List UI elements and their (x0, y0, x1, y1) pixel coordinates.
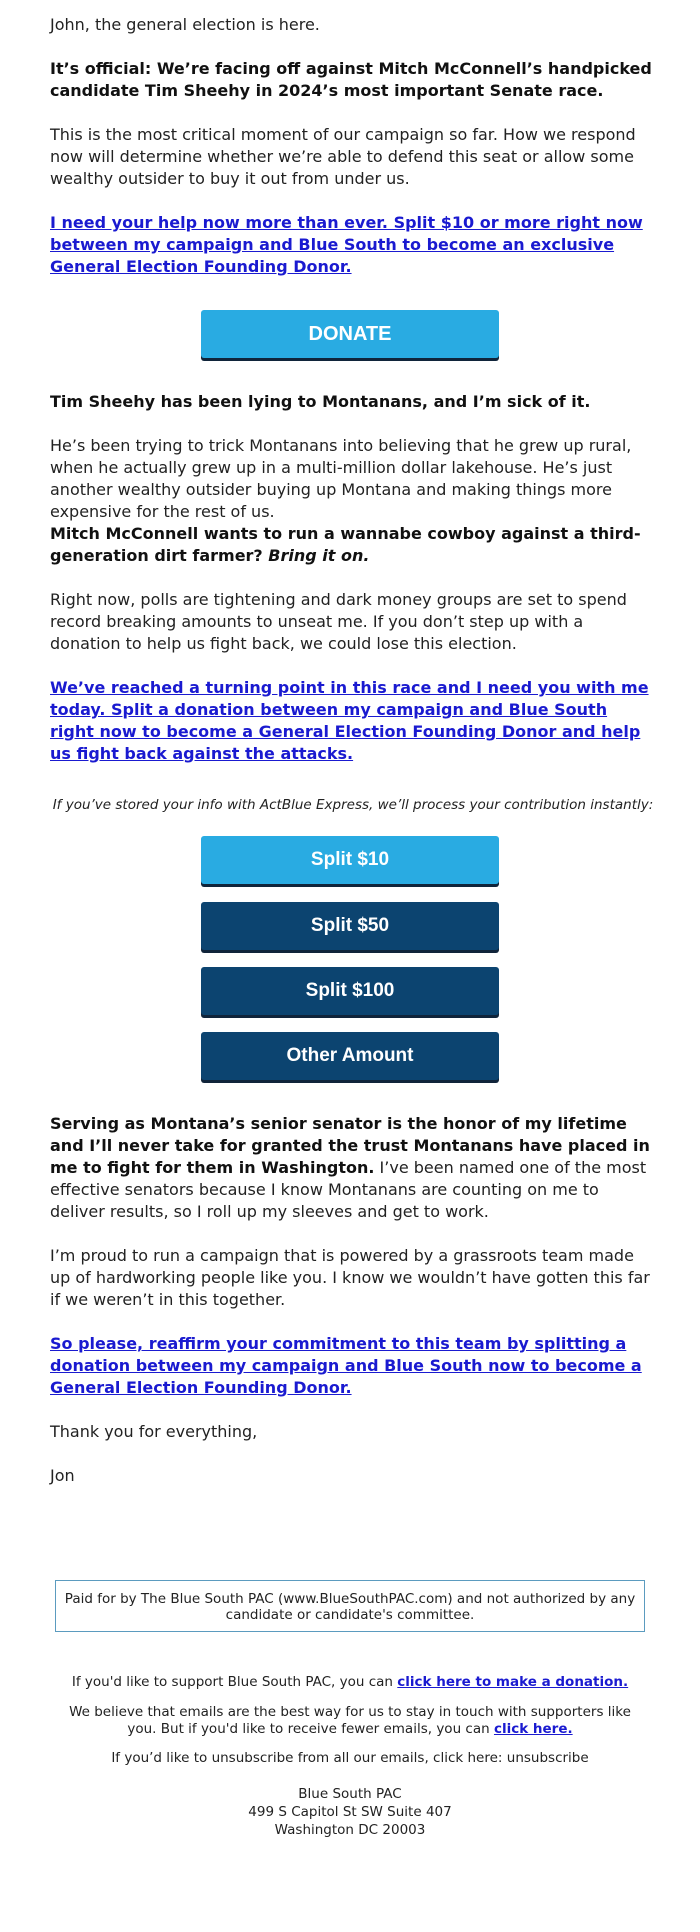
donation-link-2[interactable]: We’ve reached a turning point in this race and I need you with me today. Split a donation between my campaign and Blue South right now to become a General Election Founding Donor and help us fight back against the attacks. (50, 678, 649, 763)
greeting: John, the general election is here. (50, 15, 320, 34)
polls-paragraph: Right now, polls are tightening and dark money groups are set to spend record breaking amounts to unseat me. If you don’t step up with a donation to help us fight back, we could lose this election. (50, 590, 627, 653)
split-10-button[interactable]: Split $10 (201, 836, 499, 884)
split-100-button[interactable]: Split $100 (201, 967, 499, 1015)
heading-cowboy-text: Mitch McConnell wants to run a wannabe cowboy against a third-generation dirt farmer? (50, 524, 641, 565)
section-heading-cowboy (50, 523, 656, 567)
signature: Jon (50, 1466, 75, 1485)
footer-fewer-text: We believe that emails are the best way for us to stay in touch with supporters like you. But if you'd like to receive fewer emails, you can (69, 1704, 631, 1737)
senator-paragraph-bold: Serving as Montana’s senior senator is the honor of my lifetime and I’ll never take for granted the trust Montanans have placed in me to fight for them in Washington. (50, 1114, 650, 1177)
footer-address-line-1: 499 S Capitol St SW Suite 407 (248, 1804, 452, 1820)
paid-for-disclaimer: Paid for by The Blue South PAC (www.BlueSouthPAC.com) and not authorized by any candidate or candidate's committee. (55, 1580, 645, 1632)
split-50-button[interactable]: Split $50 (201, 902, 499, 950)
sheehy-paragraph: He’s been trying to trick Montanans into believing that he grew up rural, when he actually grew up in a multi-million dollar lakehouse. He’s just another wealthy outsider buying up Montana and making things more expensive for the rest of us. (50, 436, 632, 521)
headline: It’s official: We’re facing off against Mitch McConnell’s handpicked candidate Tim Sheehy in 2024’s most important Senate race. (50, 59, 652, 100)
donation-link-1[interactable]: I need your help now more than ever. Split $10 or more right now between my campaign and Blue South to become an exclusive General Election Founding Donor. (50, 213, 643, 276)
footer-fewer-link[interactable]: click here. (493, 1721, 573, 1737)
senator-paragraph (50, 1113, 656, 1223)
footer-fewer-emails (60, 1704, 640, 1738)
heading-cowboy-emphasis: Bring it on. (268, 546, 370, 565)
footer-address-line-2: Washington DC 20003 (274, 1822, 426, 1838)
donate-button[interactable]: DONATE (201, 310, 499, 358)
footer-unsubscribe[interactable]: If you’d like to unsubscribe from all our emails, click here: unsubscribe (111, 1750, 589, 1766)
footer-support-text: If you'd like to support Blue South PAC, you can (71, 1674, 398, 1690)
section-heading-sheehy: Tim Sheehy has been lying to Montanans, and I’m sick of it. (50, 392, 591, 411)
footer-support (0, 1674, 700, 1691)
senator-paragraph-rest: I’ve been named one of the most effective senators because I know Montanans are counting on me to deliver results, so I roll up my sleeves and get to work. (50, 1158, 647, 1221)
footer-org-name: Blue South PAC (298, 1786, 402, 1802)
thanks-line: Thank you for everything, (50, 1422, 258, 1441)
footer-donation-link[interactable]: click here to make a donation. (397, 1674, 629, 1690)
other-amount-button[interactable]: Other Amount (201, 1032, 499, 1080)
intro-paragraph: This is the most critical moment of our campaign so far. How we respond now will determine whether we’re able to defend this seat or allow some wealthy outsider to buy it out from under us. (50, 125, 636, 188)
grassroots-paragraph: I’m proud to run a campaign that is powered by a grassroots team made up of hardworking people like you. I know we wouldn’t have gotten this far if we weren’t in this together. (50, 1246, 650, 1309)
actblue-express-note: If you’ve stored your info with ActBlue Express, we’ll process your contribution instantly: (52, 797, 654, 813)
donation-link-3[interactable]: So please, reaffirm your commitment to this team by splitting a donation between my campaign and Blue South now to become a General Election Founding Donor. (50, 1334, 642, 1397)
